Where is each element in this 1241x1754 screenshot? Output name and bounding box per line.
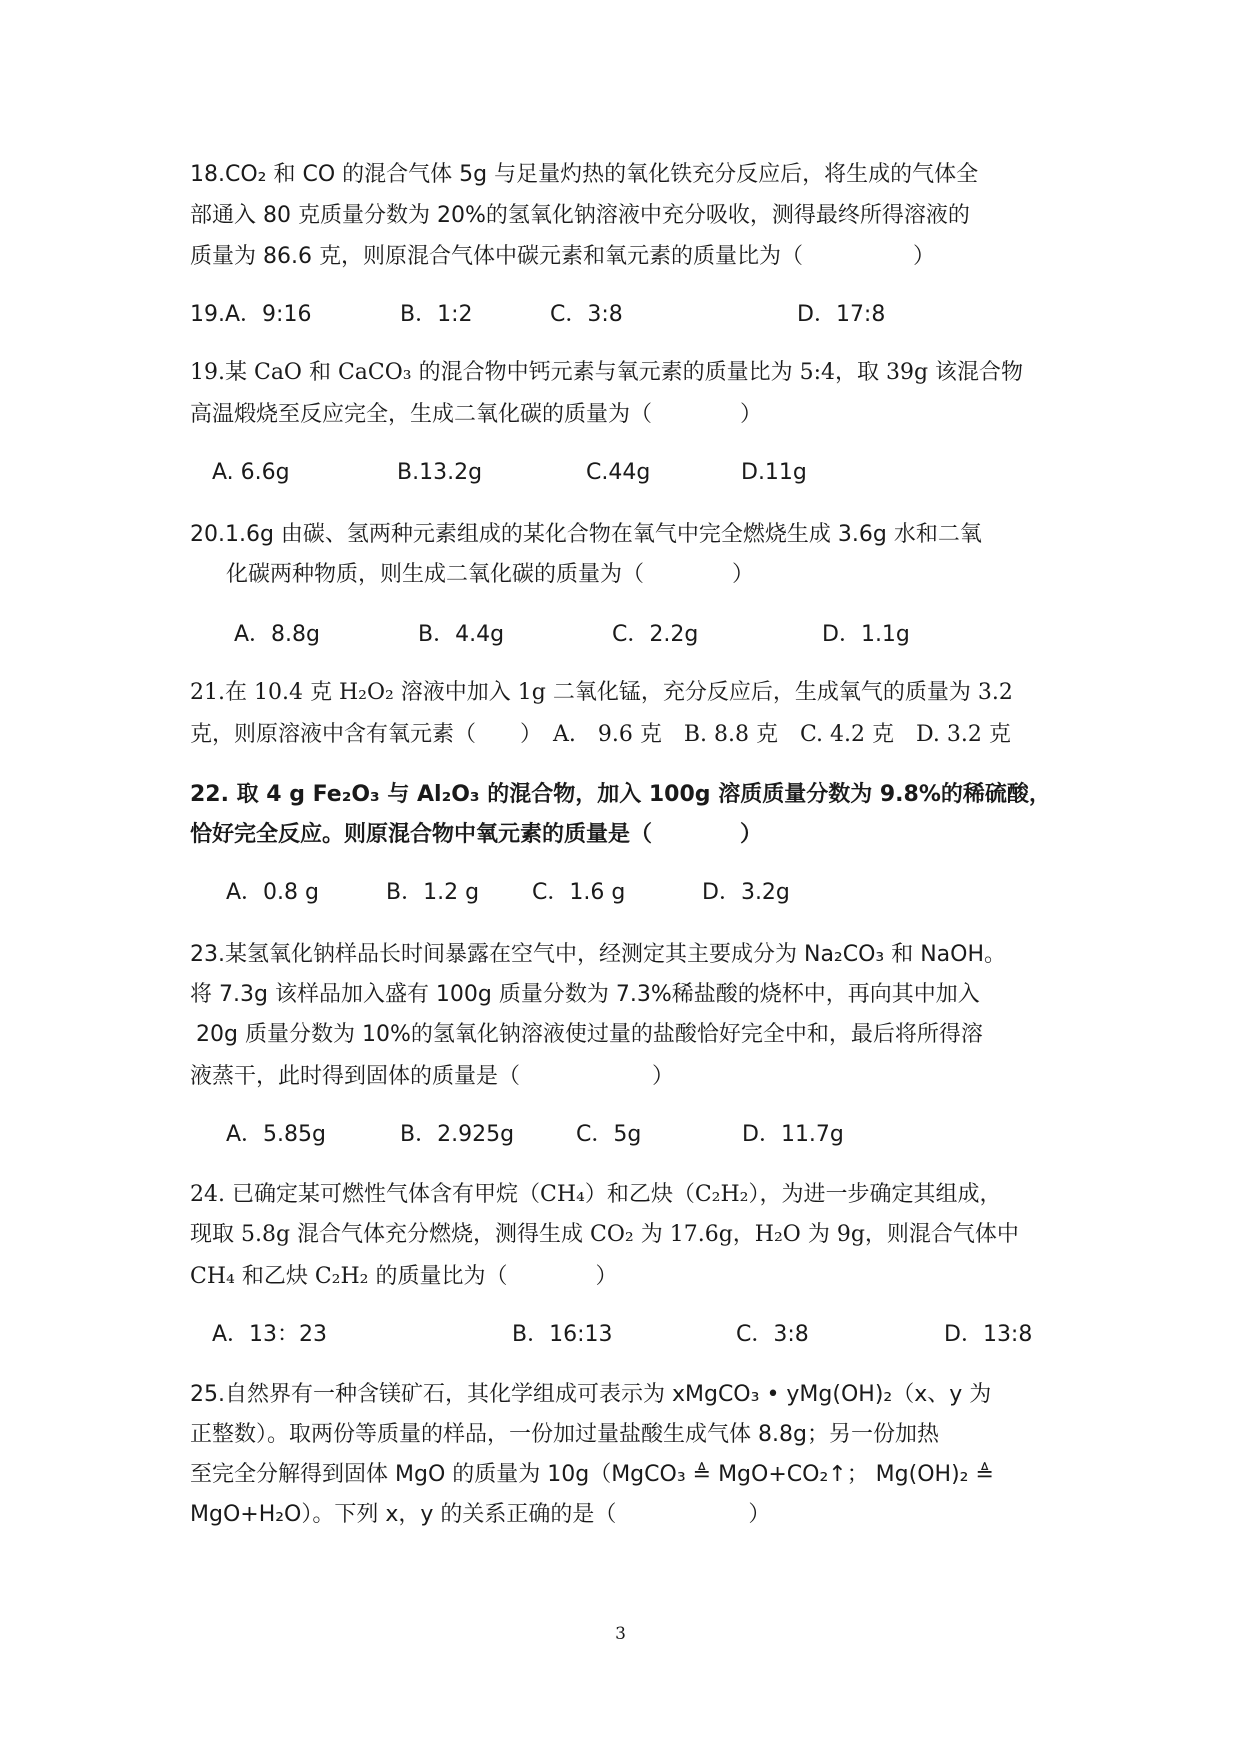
question-23-line-3: 20g 质量分数为 10%的氢氧化钠溶液使过量的盐酸恰好完全中和，最后将所得溶	[196, 1022, 983, 1047]
question-22-option-c: C．1.6 g	[532, 880, 626, 905]
question-22-option-d: D．3.2g	[702, 880, 790, 905]
question-24-line-2: 现取 5.8g 混合气体充分燃烧，测得生成 CO₂ 为 17.6g，H₂O 为 9g，则混合气体中	[190, 1222, 1019, 1247]
question-25-line-2: 正整数）。取两份等质量的样品，一份加过量盐酸生成气体 8.8g；另一份加热	[190, 1422, 939, 1447]
question-20-option-b: B．4.4g	[418, 622, 505, 647]
question-20-line-2: 化碳两种物质，则生成二氧化碳的质量为（ ）	[226, 562, 755, 587]
question-19-option-d: D.11g	[741, 460, 807, 485]
question-23-line-2: 将 7.3g 该样品加入盛有 100g 质量分数为 7.3%稀盐酸的烧杯中，再向其中加入	[190, 982, 980, 1007]
question-23-line-4: 液蒸干，此时得到固体的质量是（ ）	[190, 1064, 675, 1089]
question-20-option-c: C．2.2g	[612, 622, 699, 647]
question-19-line-2: 高温煅烧至反应完全，生成二氧化碳的质量为（ ）	[190, 402, 763, 427]
question-18-line-1: 18.CO₂ 和 CO 的混合气体 5g 与足量灼热的氧化铁充分反应后，将生成的气体全	[190, 162, 979, 187]
question-19-option-b: B.13.2g	[397, 460, 483, 485]
question-22-line-1: 22. 取 4 g Fe₂O₃ 与 Al₂O₃ 的混合物，加入 100g 溶质质量分数为 9.8%的稀硫酸，	[190, 782, 1051, 807]
question-23-option-d: D．11.7g	[742, 1122, 844, 1147]
question-20-option-a: A．8.8g	[234, 622, 321, 647]
question-23-option-c: C．5g	[576, 1122, 642, 1147]
question-23-option-a: A．5.85g	[226, 1122, 326, 1147]
question-19-option-c: C.44g	[586, 460, 651, 485]
question-20-option-d: D．1.1g	[822, 622, 910, 647]
question-21-line-1: 21.在 10.4 克 H₂O₂ 溶液中加入 1g 二氧化锰，充分反应后，生成氧气的质量为 3.2	[190, 680, 1013, 705]
question-25-line-1: 25.自然界有一种含镁矿石，其化学组成可表示为 xMgCO₃ • yMg(OH)₂（x、y 为	[190, 1382, 992, 1407]
question-25-line-3: 至完全分解得到固体 MgO 的质量为 10g（MgCO₃ ≜ MgO+CO₂↑； Mg(OH)₂ ≜	[190, 1462, 994, 1487]
question-24-line-1: 24. 已确定某可燃性气体含有甲烷（CH₄）和乙炔（C₂H₂），为进一步确定其组成，	[190, 1182, 1002, 1207]
question-24-option-b: B．16:13	[512, 1322, 613, 1347]
question-24-option-d: D．13:8	[944, 1322, 1033, 1347]
question-18-line-3: 质量为 86.6 克，则原混合气体中碳元素和氧元素的质量比为（ ）	[190, 244, 935, 269]
question-18-option-d: D．17:8	[797, 302, 886, 327]
question-18-line-2: 部通入 80 克质量分数为 20%的氢氧化钠溶液中充分吸收，测得最终所得溶液的	[190, 203, 970, 228]
question-23-line-1: 23.某氢氧化钠样品长时间暴露在空气中，经测定其主要成分为 Na₂CO₃ 和 NaOH。	[190, 942, 1007, 967]
question-23-option-b: B．2.925g	[400, 1122, 515, 1147]
question-18-option-a: 19.A．9:16	[190, 302, 312, 327]
question-25-line-4: MgO+H₂O）。下列 x，y 的关系正确的是（ ）	[190, 1502, 771, 1527]
question-19-option-a: A. 6.6g	[212, 460, 290, 485]
question-21-line-2: 克，则原溶液中含有氧元素（ ） A. 9.6 克 B. 8.8 克 C. 4.2 克 D. 3.2 克	[190, 722, 1011, 747]
page-number: 3	[615, 1624, 626, 1644]
question-18-option-b: B．1:2	[400, 302, 473, 327]
question-24-line-3: CH₄ 和乙炔 C₂H₂ 的质量比为（ ）	[190, 1264, 618, 1289]
question-22-option-a: A．0.8 g	[226, 880, 319, 905]
question-22-line-2: 恰好完全反应。则原混合物中氧元素的质量是（ ）	[190, 822, 763, 847]
question-19-line-1: 19.某 CaO 和 CaCO₃ 的混合物中钙元素与氧元素的质量比为 5:4，取 39g 该混合物	[190, 360, 1024, 385]
question-24-option-a: A．13：23	[212, 1322, 328, 1347]
question-24-option-c: C．3:8	[736, 1322, 809, 1347]
question-22-option-b: B．1.2 g	[386, 880, 480, 905]
question-20-line-1: 20.1.6g 由碳、氢两种元素组成的某化合物在氧气中完全燃烧生成 3.6g 水和二氧	[190, 522, 982, 547]
question-18-option-c: C．3:8	[550, 302, 623, 327]
